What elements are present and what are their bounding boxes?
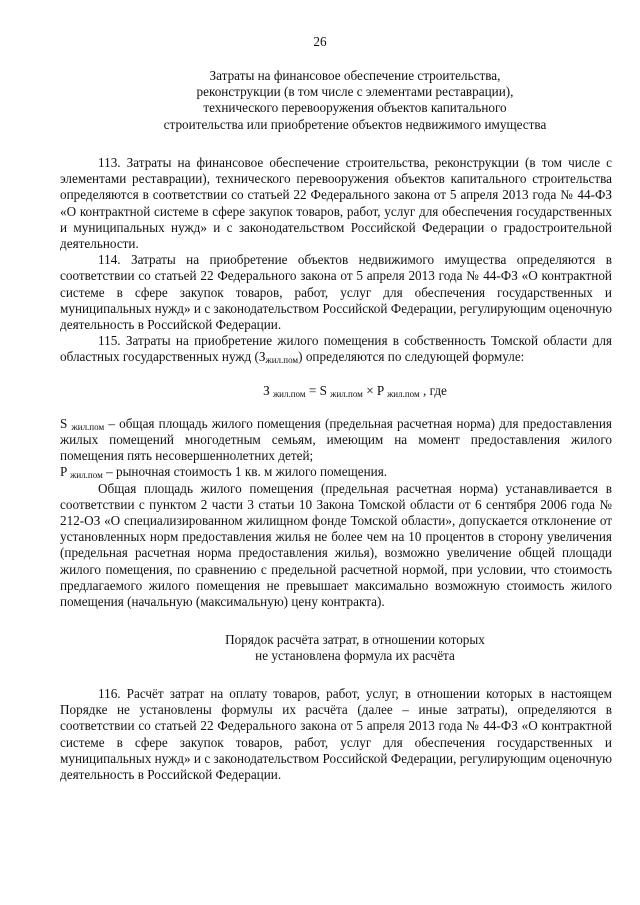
section-body-other-costs (60, 686, 612, 783)
paragraph-115-subscript: жил.пом (265, 355, 299, 366)
definition-price-symbol: P (60, 464, 67, 480)
section-body-capital-construction (60, 155, 612, 610)
formula-tail: , где (419, 382, 447, 398)
formula-s-subscript: жил.пом (330, 388, 363, 399)
page-number: 26 (313, 34, 327, 49)
paragraph-total-area: Общая площадь жилого помещения (предельная расчетная норма) устанавливается в соответствии с пунктом 2 части 3 статьи 10 Закона Томской области от 6 сентября 2006 года № 212-ОЗ «О специализированном жилищном фонде Томской области», допускается отклонение от установленных норм предоставления жилья не более чем на 10 процентов в сторону увеличения (предельная расчетная норма предоставления жилья), возможно увеличение общей площади жилого помещения, по сравнению с предельной расчетной нормой, при условии, что стоимость предлагаемого жилого помещения не превышает максимально возможную стоимость жилого помещения (начальную (максимальную) цену контракта). (60, 480, 612, 610)
paragraph-114: 114. Затраты на приобретение объектов недвижимого имущества определяются в соответствии со статьей 22 Федерального закона от 5 апреля 2013 года № 44-ФЗ «О контрактной системе в сфере закупок товаров, работ, услуг для обеспечения государственных и муниципальных нужд» и с законодательством Российской Федерации, регулирующим оценочную деятельность в Российской Федерации. (60, 252, 612, 333)
formula-equals-s: = S (305, 382, 327, 398)
definition-area-text: – общая площадь жилого помещения (предельная расчетная норма) для предоставления жилых помещений многодетным семьям, имеющим на момент предоставления жилого помещения пять несовершеннолетних детей; (60, 415, 612, 464)
formula-times-p: × P (362, 382, 384, 398)
title-line: технического перевооружения объектов капитального (203, 100, 507, 116)
paragraph-115 (60, 333, 612, 365)
formula-p-subscript: жил.пом (387, 388, 420, 399)
definition-price-text: – рыночная стоимость 1 кв. м жилого помещения. (102, 464, 388, 480)
paragraph-115-text-start: 115. Затраты на приобретение жилого помещения в собственность Томской области для областных государственных нужд (З (60, 333, 612, 365)
housing-cost-formula (98, 383, 612, 399)
formula-lhs-subscript: жил.пом (272, 388, 306, 399)
title-line: строительства или приобретение объектов недвижимого имущества (163, 116, 547, 132)
definition-area-symbol: S (60, 415, 68, 431)
definition-price-subscript: жил.пом (70, 470, 103, 481)
title-line: не установлена формула их расчёта (255, 648, 455, 664)
paragraph-113: 113. Затраты на финансовое обеспечение строительства, реконструкции (в том числе с элементами реставрации), технического перевооружения объектов капитального строительства определяются в соответствии со статьей 22 Федерального закона от 5 апреля 2013 года № 44-ФЗ «О контрактной системе в сфере закупок товаров, работ, услуг для обеспечения государственных и муниципальных нужд» и с законодательством Российской Федерации о градостроительной деятельности. (60, 155, 612, 252)
section-title-capital-construction (60, 68, 640, 133)
definition-area-subscript: жил.пом (71, 421, 105, 432)
title-line: Затраты на финансовое обеспечение строительства, (209, 68, 501, 83)
definition-area (60, 416, 612, 465)
paragraph-115-text-end: ) определяются по следующей формуле: (298, 349, 525, 365)
title-line: реконструкции (в том числе с элементами реставрации), (196, 84, 514, 100)
title-line: Порядок расчёта затрат, в отношении которых (225, 632, 485, 647)
section-title-other-costs (60, 632, 640, 664)
formula-lhs: З (263, 382, 270, 398)
definition-price (60, 464, 612, 480)
paragraph-116: 116. Расчёт затрат на оплату товаров, работ, услуг, в отношении которых в настоящем Порядке не установлены формулы их расчёта (далее – иные затраты), определяются в соответствии со статьей 22 Федерального закона от 5 апреля 2013 года № 44-ФЗ «О контрактной системе в сфере закупок товаров, работ, услуг для обеспечения государственных и муниципальных нужд» и с законодательством Российской Федерации, регулирующим оценочную деятельность в Российской Федерации. (60, 686, 612, 783)
